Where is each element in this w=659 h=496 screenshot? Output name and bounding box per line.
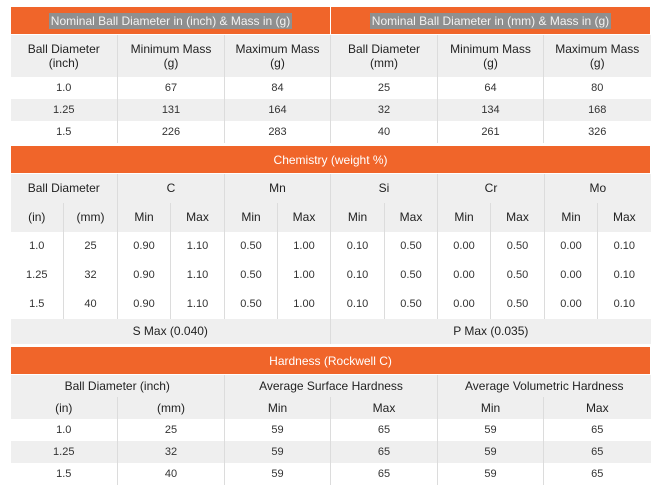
p-max-note: P Max (0.035)	[331, 319, 651, 344]
header-unit-mm: (mm)	[118, 397, 225, 419]
cell: 25	[118, 419, 225, 441]
header-min-mass-mm: Minimum Mass (g)	[438, 35, 544, 77]
header-min: Min	[225, 397, 331, 419]
cell: 40	[64, 290, 118, 319]
cell: 59	[225, 419, 331, 441]
header-unit-mm: (mm)	[64, 203, 118, 232]
cell: 25	[64, 232, 118, 261]
header-max: Max	[544, 397, 651, 419]
cell: 0.10	[598, 290, 651, 319]
cell: 65	[331, 463, 438, 485]
cell: 1.0	[11, 77, 118, 99]
header-unit-in: (in)	[11, 203, 64, 232]
header-max: Max	[171, 203, 225, 232]
cell: 1.25	[11, 99, 118, 121]
table-row	[11, 463, 651, 485]
header-max: Max	[278, 203, 331, 232]
header-element-c: C	[118, 174, 225, 203]
cell: 1.5	[11, 290, 64, 319]
cell: 65	[544, 463, 651, 485]
table-row	[11, 290, 651, 319]
header-min-mass-inch: Minimum Mass (g)	[118, 35, 225, 77]
cell: 1.0	[11, 419, 118, 441]
header-unit-in: (in)	[11, 397, 118, 419]
header-min: Min	[545, 203, 598, 232]
cell: 164	[225, 99, 331, 121]
header-max: Max	[331, 397, 438, 419]
header-ball-diameter-inch: Ball Diameter (inch)	[11, 35, 118, 77]
header-ball-diameter-inch: Ball Diameter (inch)	[11, 375, 225, 397]
cell: 59	[438, 419, 544, 441]
cell: 0.50	[385, 261, 438, 290]
header-max-mass-inch: Maximum Mass (g)	[225, 35, 331, 77]
cell: 0.10	[598, 232, 651, 261]
cell: 1.00	[278, 261, 331, 290]
mass-table	[10, 6, 651, 143]
cell: 0.90	[118, 232, 171, 261]
header-min: Min	[438, 203, 491, 232]
cell: 80	[544, 77, 651, 99]
header-avg-volumetric-hardness: Average Volumetric Hardness	[438, 375, 651, 397]
table-row	[11, 77, 651, 99]
cell: 84	[225, 77, 331, 99]
cell: 65	[331, 419, 438, 441]
header-max-mass-mm: Maximum Mass (g)	[544, 35, 651, 77]
header-element-mo: Mo	[545, 174, 651, 203]
chemistry-table	[10, 145, 651, 344]
header-ball-diameter: Ball Diameter	[11, 174, 118, 203]
cell: 0.00	[545, 232, 598, 261]
header-element-cr: Cr	[438, 174, 545, 203]
cell: 1.00	[278, 290, 331, 319]
cell: 40	[331, 121, 438, 143]
cell: 0.50	[225, 261, 278, 290]
s-max-note: S Max (0.040)	[11, 319, 331, 344]
cell: 1.10	[171, 290, 225, 319]
cell: 40	[118, 463, 225, 485]
cell: 67	[118, 77, 225, 99]
cell: 1.10	[171, 232, 225, 261]
header-min: Min	[331, 203, 385, 232]
header-min: Min	[438, 397, 544, 419]
table-row	[11, 261, 651, 290]
hardness-title: Hardness (Rockwell C)	[11, 347, 651, 375]
cell: 0.10	[598, 261, 651, 290]
cell: 0.10	[331, 261, 385, 290]
cell: 0.10	[331, 290, 385, 319]
cell: 0.90	[118, 261, 171, 290]
chemistry-title: Chemistry (weight %)	[11, 146, 651, 174]
cell: 59	[225, 463, 331, 485]
cell: 0.50	[491, 232, 545, 261]
cell: 59	[438, 441, 544, 463]
cell: 0.50	[385, 232, 438, 261]
cell: 1.25	[11, 261, 64, 290]
cell: 131	[118, 99, 225, 121]
cell: 1.10	[171, 261, 225, 290]
header-avg-surface-hardness: Average Surface Hardness	[225, 375, 438, 397]
cell: 168	[544, 99, 651, 121]
cell: 65	[544, 441, 651, 463]
cell: 1.0	[11, 232, 64, 261]
header-max: Max	[491, 203, 545, 232]
header-max: Max	[385, 203, 438, 232]
table-row	[11, 441, 651, 463]
cell: 0.00	[438, 290, 491, 319]
cell: 1.00	[278, 232, 331, 261]
cell: 283	[225, 121, 331, 143]
cell: 0.10	[331, 232, 385, 261]
header-element-si: Si	[331, 174, 438, 203]
header-min: Min	[225, 203, 278, 232]
cell: 0.00	[438, 261, 491, 290]
cell: 65	[544, 419, 651, 441]
cell: 261	[438, 121, 544, 143]
cell: 0.50	[225, 290, 278, 319]
cell: 25	[331, 77, 438, 99]
cell: 0.50	[491, 290, 545, 319]
header-ball-diameter-mm: Ball Diameter (mm)	[331, 35, 438, 77]
mass-mm-title: Nominal Ball Diameter in (mm) & Mass in (g)	[331, 7, 651, 35]
table-row	[11, 419, 651, 441]
cell: 64	[438, 77, 544, 99]
cell: 0.90	[118, 290, 171, 319]
table-row	[11, 99, 651, 121]
cell: 0.50	[491, 261, 545, 290]
header-element-mn: Mn	[225, 174, 331, 203]
cell: 0.50	[225, 232, 278, 261]
mass-inch-title: Nominal Ball Diameter in (inch) & Mass in (g)	[11, 7, 331, 35]
cell: 134	[438, 99, 544, 121]
cell: 1.5	[11, 463, 118, 485]
table-row	[11, 121, 651, 143]
cell: 32	[331, 99, 438, 121]
cell: 65	[331, 441, 438, 463]
cell: 0.00	[545, 261, 598, 290]
header-min: Min	[118, 203, 171, 232]
cell: 59	[225, 441, 331, 463]
cell: 1.5	[11, 121, 118, 143]
cell: 0.50	[385, 290, 438, 319]
cell: 32	[64, 261, 118, 290]
cell: 326	[544, 121, 651, 143]
table-row	[11, 232, 651, 261]
header-max: Max	[598, 203, 651, 232]
cell: 0.00	[438, 232, 491, 261]
cell: 59	[438, 463, 544, 485]
cell: 1.25	[11, 441, 118, 463]
hardness-table	[10, 346, 651, 485]
cell: 226	[118, 121, 225, 143]
cell: 32	[118, 441, 225, 463]
cell: 0.00	[545, 290, 598, 319]
